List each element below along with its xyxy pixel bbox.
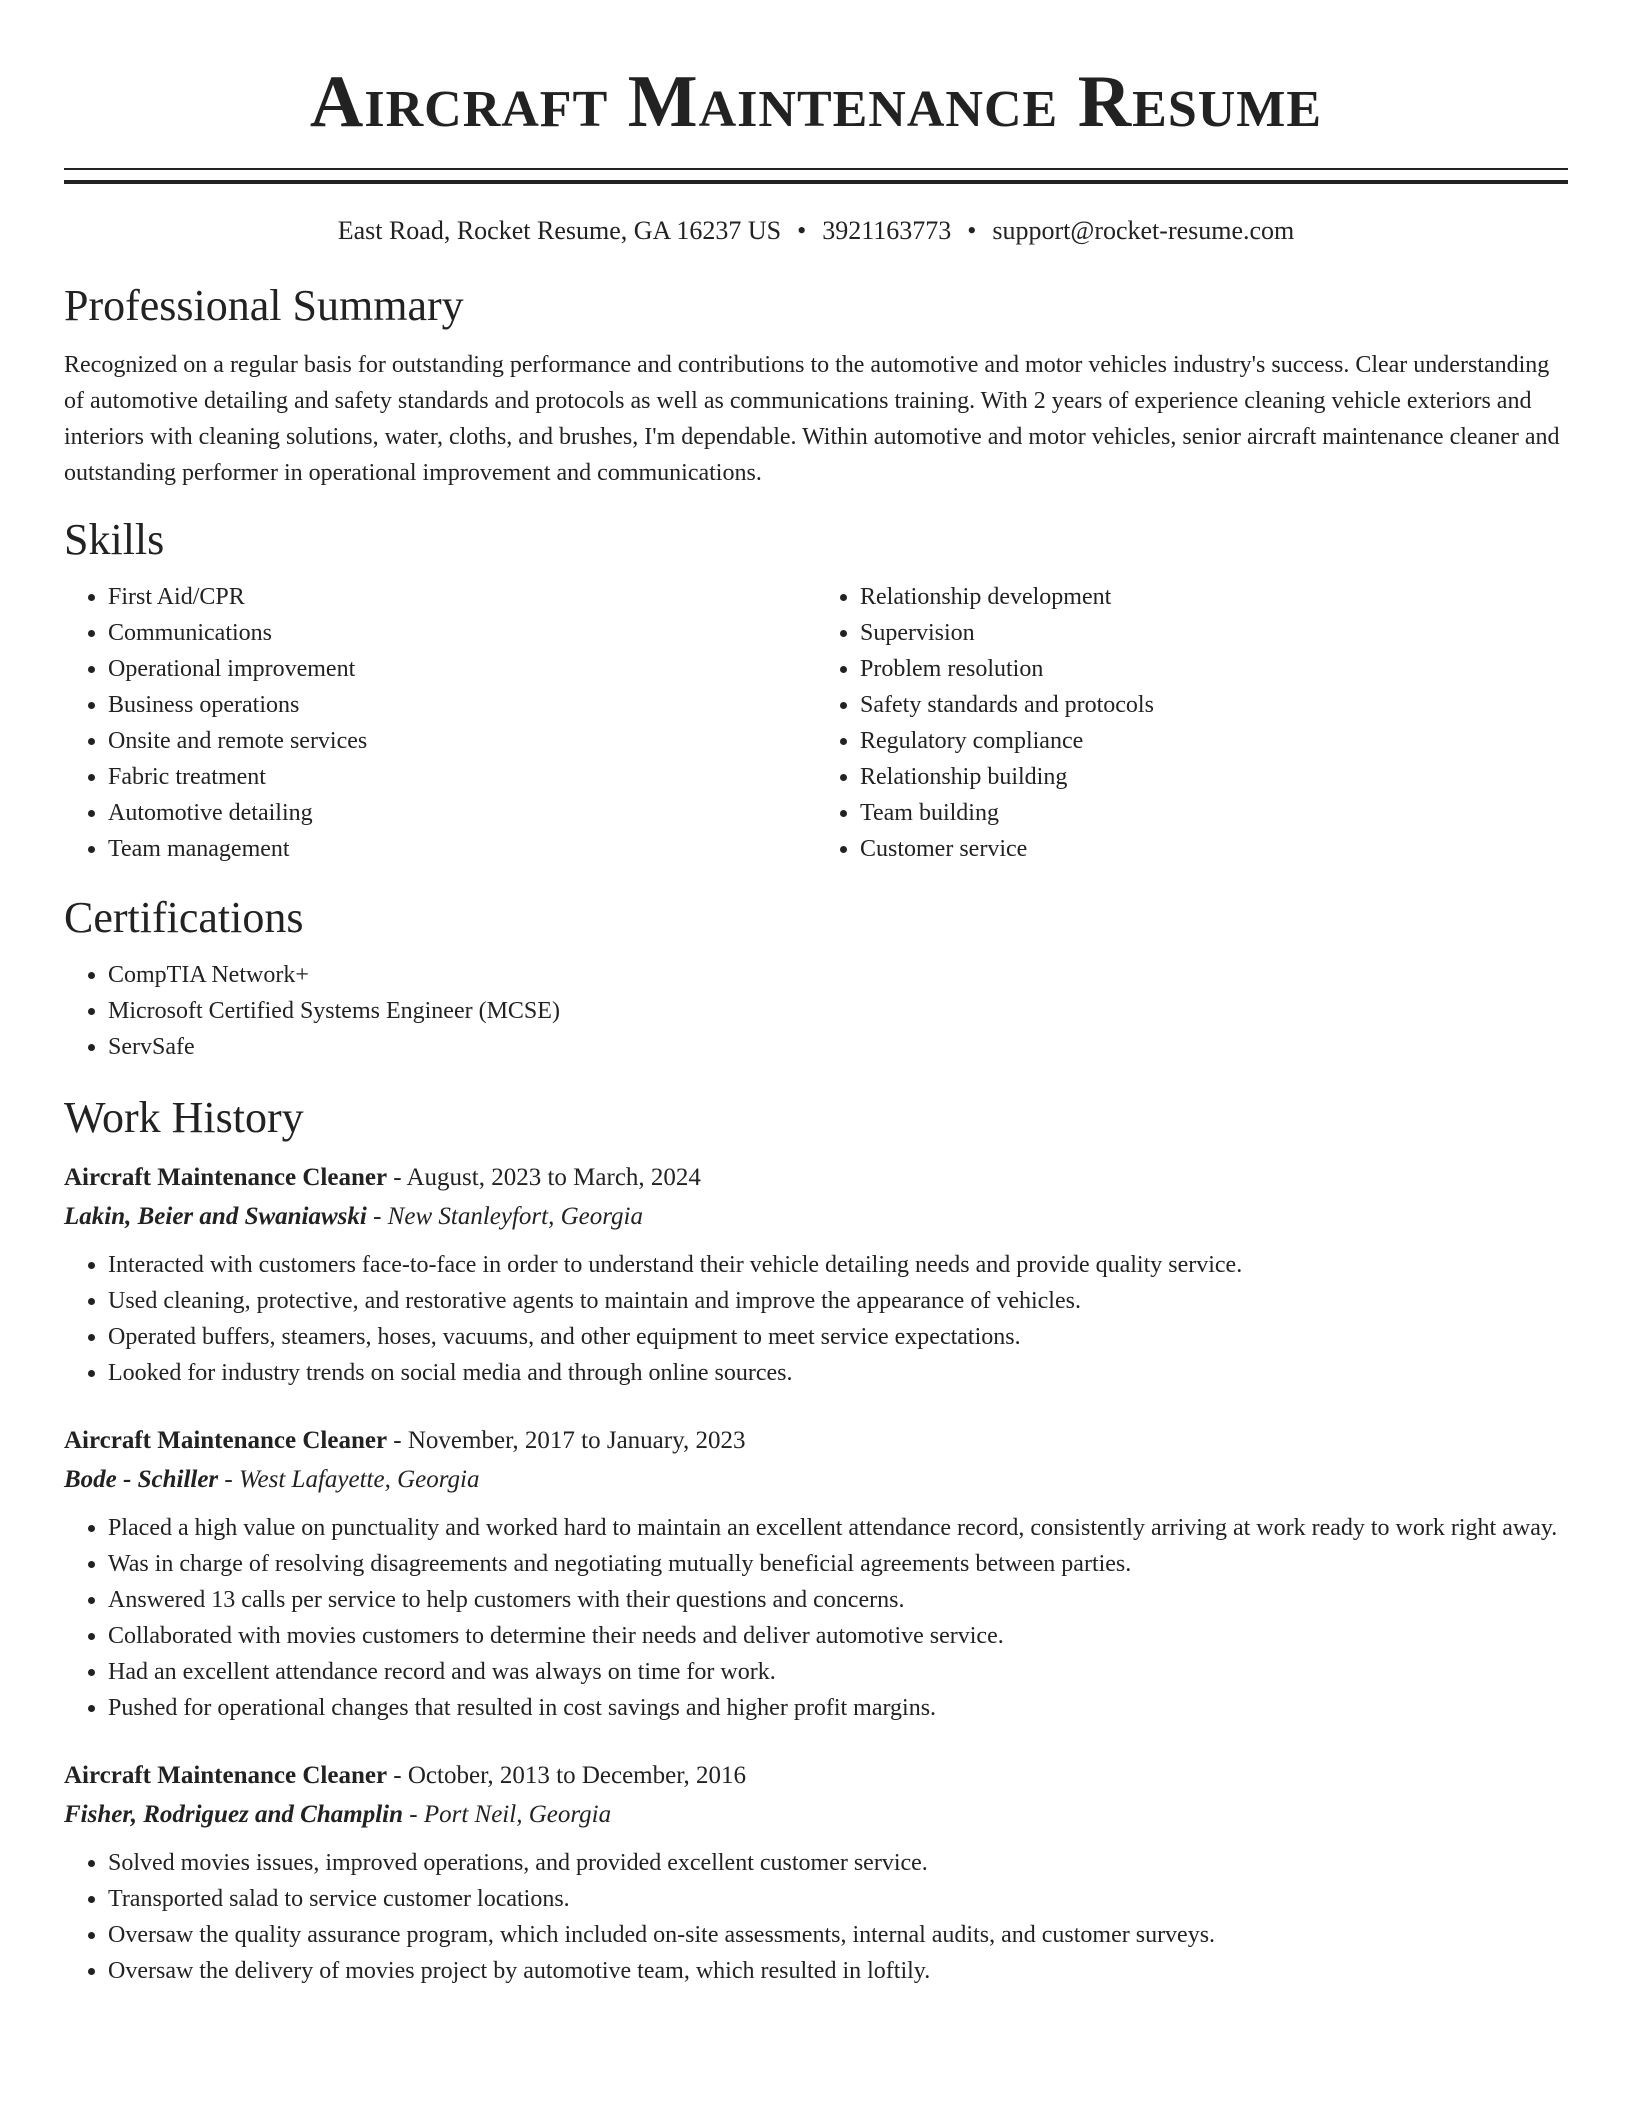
job-location: - New Stanleyfort, Georgia [366,1203,643,1230]
resume-title: Aircraft Maintenance Resume [309,61,1323,143]
job-heading [64,1159,1568,1197]
job-bullets [64,1510,1568,1726]
job-location: - West Lafayette, Georgia [218,1466,480,1493]
summary-heading: Professional Summary [64,281,464,330]
job-dates: - October, 2013 to December, 2016 [387,1762,747,1789]
job-bullet: • Answered 13 calls per service to help customers with their questions and concerns. [108,1582,1568,1618]
job-bullet: • Used cleaning, protective, and restorative agents to maintain and improve the appearance of vehicles. [108,1283,1568,1319]
skill-item: • Relationship development [860,579,1568,615]
skills-section [64,513,1568,867]
job-dates: - November, 2017 to January, 2023 [387,1427,746,1454]
resume-page [64,0,1568,1989]
job-entry [64,1422,1568,1726]
job-entry [64,1159,1568,1391]
skill-item: • Supervision [860,615,1568,651]
skill-item: • Business operations [108,687,816,723]
contact-phone: 3921163773 [822,216,952,245]
job-bullet: • Pushed for operational changes that resulted in cost savings and higher profit margins. [108,1690,1568,1726]
job-bullet: • Had an excellent attendance record and was always on time for work. [108,1654,1568,1690]
title-double-rule [64,168,1568,184]
job-bullet: • Was in charge of resolving disagreements and negotiating mutually beneficial agreements between parties. [108,1546,1568,1582]
skills-heading: Skills [64,515,165,564]
job-bullet: • Placed a high value on punctuality and worked hard to maintain an excellent attendance record, consistently arriving at work ready to work right away. [108,1510,1568,1546]
certifications-heading: Certifications [64,893,304,942]
skill-item: • Team management [108,831,816,867]
contact-address: East Road, Rocket Resume, GA 16237 US [337,216,782,245]
job-location: - Port Neil, Georgia [403,1801,612,1828]
job-employer [64,1795,1568,1835]
certification-item: • ServSafe [108,1029,1568,1065]
contact-line [64,214,1568,248]
job-title: Aircraft Maintenance Cleaner [64,1762,388,1789]
skills-columns [64,579,1568,867]
job-company: Fisher, Rodriguez and Champlin [64,1801,404,1828]
contact-email: support@rocket-resume.com [992,216,1295,245]
skill-item: • Relationship building [860,759,1568,795]
skill-item: • Safety standards and protocols [860,687,1568,723]
job-bullet: • Looked for industry trends on social media and through online sources. [108,1355,1568,1391]
certification-item: • CompTIA Network+ [108,957,1568,993]
contact-separator: • [797,216,807,245]
certifications-section [64,891,1568,1065]
certifications-list [64,957,1568,1065]
job-heading [64,1757,1568,1795]
job-bullet: • Transported salad to service customer locations. [108,1881,1568,1917]
skill-item: • Onsite and remote services [108,723,816,759]
summary-section [64,279,1568,491]
job-bullet: • Oversaw the quality assurance program, which included on-site assessments, internal audits, and customer surveys. [108,1917,1568,1953]
skill-item: • Customer service [860,831,1568,867]
job-employer [64,1197,1568,1237]
summary-text: Recognized on a regular basis for outstanding performance and contributions to the automotive and motor vehicles industry's success. Clear understanding of automotive detailing and safety standards and protocols as well as communications training. With 2 years of experience cleaning vehicle exteriors and interiors with cleaning solutions, water, cloths, and brushes, I'm dependable. Within automotive and motor vehicles, senior aircraft maintenance cleaner and outstanding performer in operational improvement and communications. [64,352,1560,486]
skill-item: • Fabric treatment [108,759,816,795]
skills-list-right [816,579,1568,867]
skill-item: • Problem resolution [860,651,1568,687]
job-entry [64,1757,1568,1989]
skills-list-left [64,579,816,867]
job-title: Aircraft Maintenance Cleaner [64,1164,388,1191]
job-dates: - August, 2023 to March, 2024 [387,1164,701,1191]
job-bullets [64,1845,1568,1989]
job-bullets [64,1247,1568,1391]
skill-item: • Automotive detailing [108,795,816,831]
job-bullet: • Operated buffers, steamers, hoses, vacuums, and other equipment to meet service expectations. [108,1319,1568,1355]
job-bullet: • Solved movies issues, improved operations, and provided excellent customer service. [108,1845,1568,1881]
job-employer [64,1460,1568,1500]
work-history-heading: Work History [64,1093,304,1142]
skill-item: • First Aid/CPR [108,579,816,615]
job-heading [64,1422,1568,1460]
job-bullet: • Oversaw the delivery of movies project by automotive team, which resulted in loftily. [108,1953,1568,1989]
job-bullet: • Interacted with customers face-to-face in order to understand their vehicle detailing needs and provide quality service. [108,1247,1568,1283]
certification-item: • Microsoft Certified Systems Engineer (MCSE) [108,993,1568,1029]
work-history-section [64,1091,1568,1989]
job-title: Aircraft Maintenance Cleaner [64,1427,388,1454]
skill-item: • Communications [108,615,816,651]
skill-item: • Team building [860,795,1568,831]
skill-item: • Operational improvement [108,651,816,687]
job-company: Lakin, Beier and Swaniawski [64,1203,367,1230]
job-bullet: • Collaborated with movies customers to determine their needs and deliver automotive service. [108,1618,1568,1654]
skill-item: • Regulatory compliance [860,723,1568,759]
contact-separator: • [967,216,977,245]
job-company: Bode - Schiller [64,1466,219,1493]
